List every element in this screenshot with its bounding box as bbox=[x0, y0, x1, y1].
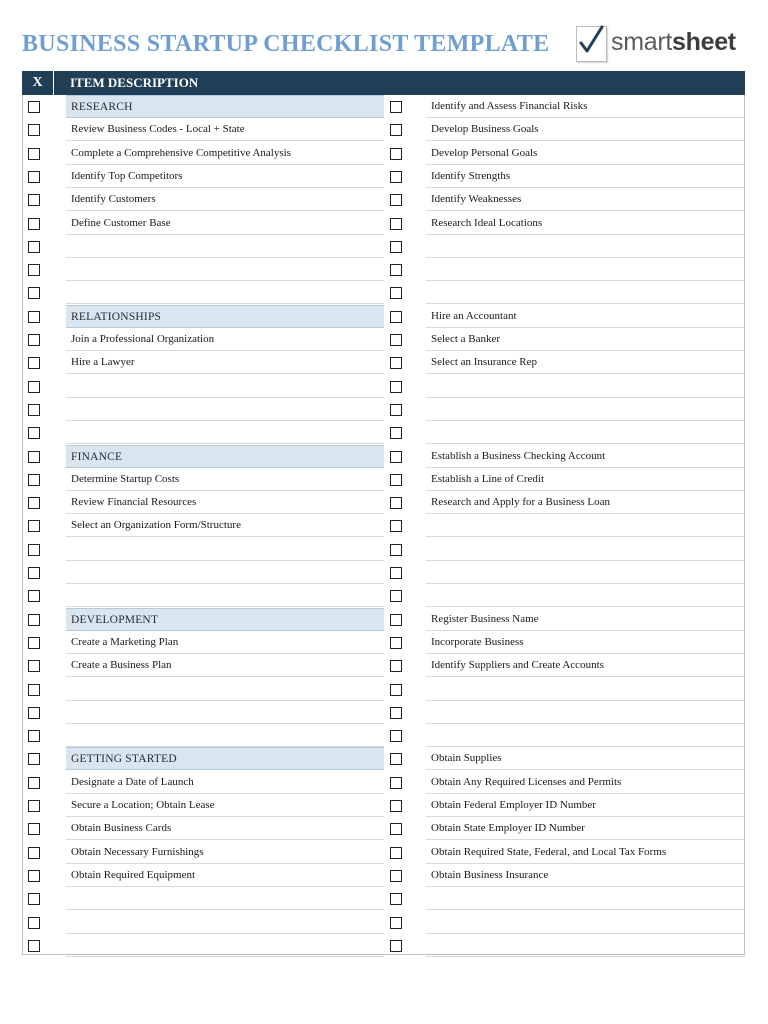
checklist-row bbox=[384, 678, 745, 701]
checkbox[interactable] bbox=[390, 800, 402, 812]
item-description bbox=[66, 281, 384, 304]
section-row bbox=[22, 608, 384, 631]
checkbox[interactable] bbox=[28, 544, 40, 556]
section-row bbox=[22, 305, 384, 328]
checklist-row bbox=[384, 561, 745, 584]
checkbox[interactable] bbox=[28, 357, 40, 369]
checkbox[interactable] bbox=[390, 474, 402, 486]
checklist-row bbox=[384, 398, 745, 421]
checklist-row bbox=[384, 887, 745, 910]
item-description: Register Business Name bbox=[426, 608, 745, 631]
checklist-row bbox=[384, 235, 745, 258]
checklist-row bbox=[22, 654, 384, 677]
checklist-row bbox=[22, 514, 384, 537]
checklist-row bbox=[384, 142, 745, 165]
checkbox[interactable] bbox=[390, 567, 402, 579]
checkbox[interactable] bbox=[28, 777, 40, 789]
item-description: Establish a Business Checking Account bbox=[426, 445, 745, 468]
checkbox[interactable] bbox=[390, 357, 402, 369]
checklist-row bbox=[384, 724, 745, 747]
item-description: Designate a Date of Launch bbox=[66, 771, 384, 794]
checkbox[interactable] bbox=[28, 287, 40, 299]
checkbox[interactable] bbox=[28, 148, 40, 160]
checklist-row bbox=[22, 934, 384, 957]
item-description: Identify Customers bbox=[66, 188, 384, 211]
checkbox[interactable] bbox=[390, 334, 402, 346]
checkbox[interactable] bbox=[390, 684, 402, 696]
checkbox[interactable] bbox=[390, 753, 402, 765]
checkbox[interactable] bbox=[28, 660, 40, 672]
checklist-row bbox=[22, 584, 384, 607]
checklist-row bbox=[384, 631, 745, 654]
checklist-row bbox=[384, 584, 745, 607]
item-description: Hire a Lawyer bbox=[66, 351, 384, 374]
checklist-row bbox=[22, 561, 384, 584]
checklist-row bbox=[384, 654, 745, 677]
item-description: Develop Personal Goals bbox=[426, 142, 745, 165]
checkbox[interactable] bbox=[390, 777, 402, 789]
checklist-row bbox=[384, 421, 745, 444]
checkbox[interactable] bbox=[28, 474, 40, 486]
checklist-row bbox=[384, 445, 745, 468]
checklist-row bbox=[22, 491, 384, 514]
checklist-row bbox=[384, 608, 745, 631]
item-description: Obtain Necessary Furnishings bbox=[66, 841, 384, 864]
section-heading: DEVELOPMENT bbox=[66, 608, 384, 631]
item-description bbox=[426, 258, 745, 281]
checklist-row bbox=[384, 212, 745, 235]
checkbox[interactable] bbox=[28, 171, 40, 183]
item-description bbox=[426, 538, 745, 561]
item-description bbox=[66, 724, 384, 747]
section-row bbox=[22, 445, 384, 468]
checklist-row bbox=[384, 934, 745, 957]
checklist-row bbox=[384, 771, 745, 794]
checklist-row bbox=[384, 351, 745, 374]
item-description bbox=[66, 235, 384, 258]
item-description bbox=[426, 235, 745, 258]
section-row bbox=[22, 747, 384, 770]
item-description bbox=[66, 678, 384, 701]
checkbox[interactable] bbox=[28, 567, 40, 579]
item-description bbox=[66, 421, 384, 444]
checkbox[interactable] bbox=[390, 451, 402, 463]
checklist-row bbox=[22, 398, 384, 421]
checkbox[interactable] bbox=[28, 870, 40, 882]
checkbox[interactable] bbox=[390, 404, 402, 416]
checkbox[interactable] bbox=[390, 497, 402, 509]
item-description bbox=[66, 375, 384, 398]
checkbox[interactable] bbox=[28, 684, 40, 696]
checkbox[interactable] bbox=[390, 148, 402, 160]
item-description: Establish a Line of Credit bbox=[426, 468, 745, 491]
checkbox[interactable] bbox=[390, 660, 402, 672]
item-description bbox=[426, 398, 745, 421]
checklist-row bbox=[22, 118, 384, 141]
checkbox[interactable] bbox=[390, 590, 402, 602]
checkbox[interactable] bbox=[28, 614, 40, 626]
checkbox[interactable] bbox=[28, 847, 40, 859]
section-heading: GETTING STARTED bbox=[66, 747, 384, 770]
checklist-row bbox=[384, 864, 745, 887]
checklist-row bbox=[22, 701, 384, 724]
item-description: Obtain Supplies bbox=[426, 747, 745, 770]
checkbox[interactable] bbox=[28, 404, 40, 416]
checkbox[interactable] bbox=[28, 381, 40, 393]
checklist-row bbox=[384, 165, 745, 188]
item-description bbox=[426, 514, 745, 537]
item-description bbox=[426, 934, 745, 957]
item-description: Obtain Business Insurance bbox=[426, 864, 745, 887]
checkbox[interactable] bbox=[28, 218, 40, 230]
item-description bbox=[66, 911, 384, 934]
checklist-row bbox=[384, 188, 745, 211]
checkbox[interactable] bbox=[28, 940, 40, 952]
checkbox[interactable] bbox=[390, 940, 402, 952]
checklist-row bbox=[384, 794, 745, 817]
checkmark-icon bbox=[576, 26, 607, 62]
checklist-row bbox=[22, 351, 384, 374]
logo-wordmark: smartsheet bbox=[611, 28, 736, 56]
item-description: Obtain Business Cards bbox=[66, 817, 384, 840]
item-description bbox=[66, 258, 384, 281]
page-title: BUSINESS STARTUP CHECKLIST TEMPLATE bbox=[22, 31, 550, 57]
checklist-row bbox=[22, 538, 384, 561]
checkbox[interactable] bbox=[28, 590, 40, 602]
checklist-row bbox=[22, 887, 384, 910]
checkbox[interactable] bbox=[390, 241, 402, 253]
checkbox[interactable] bbox=[390, 427, 402, 439]
checklist-row bbox=[384, 701, 745, 724]
checklist-row bbox=[22, 421, 384, 444]
checklist-row bbox=[22, 631, 384, 654]
item-description: Determine Startup Costs bbox=[66, 468, 384, 491]
checklist-row bbox=[22, 258, 384, 281]
item-description bbox=[426, 724, 745, 747]
checkbox[interactable] bbox=[390, 194, 402, 206]
item-description bbox=[66, 561, 384, 584]
checkbox[interactable] bbox=[28, 753, 40, 765]
checkbox[interactable] bbox=[28, 334, 40, 346]
checkbox[interactable] bbox=[390, 101, 402, 113]
checkbox[interactable] bbox=[28, 427, 40, 439]
checklist-row bbox=[22, 212, 384, 235]
checklist-row bbox=[384, 538, 745, 561]
checklist-row bbox=[384, 841, 745, 864]
item-description: Create a Business Plan bbox=[66, 654, 384, 677]
checklist-row bbox=[22, 468, 384, 491]
item-description: Identify Top Competitors bbox=[66, 165, 384, 188]
table-header bbox=[22, 71, 745, 95]
checkbox[interactable] bbox=[390, 870, 402, 882]
checklist-row bbox=[384, 281, 745, 304]
item-description: Obtain Federal Employer ID Number bbox=[426, 794, 745, 817]
item-description: Select an Organization Form/Structure bbox=[66, 514, 384, 537]
checkbox[interactable] bbox=[28, 264, 40, 276]
checklist-row bbox=[22, 235, 384, 258]
checkbox[interactable] bbox=[28, 730, 40, 742]
checkbox[interactable] bbox=[28, 917, 40, 929]
item-description: Research Ideal Locations bbox=[426, 212, 745, 235]
checklist-row bbox=[384, 95, 745, 118]
item-description bbox=[426, 887, 745, 910]
checkbox[interactable] bbox=[28, 311, 40, 323]
section-heading: RELATIONSHIPS bbox=[66, 305, 384, 328]
checkbox[interactable] bbox=[390, 917, 402, 929]
checklist-row bbox=[22, 188, 384, 211]
checklist-row bbox=[22, 142, 384, 165]
item-description: Secure a Location; Obtain Lease bbox=[66, 794, 384, 817]
checklist-row bbox=[384, 305, 745, 328]
checkbox[interactable] bbox=[28, 800, 40, 812]
item-description: Review Business Codes - Local + State bbox=[66, 118, 384, 141]
item-description bbox=[66, 701, 384, 724]
item-description: Research and Apply for a Business Loan bbox=[426, 491, 745, 514]
item-description bbox=[66, 934, 384, 957]
checkbox[interactable] bbox=[28, 101, 40, 113]
checkbox[interactable] bbox=[28, 124, 40, 136]
checklist-row bbox=[384, 328, 745, 351]
section-heading: RESEARCH bbox=[66, 95, 384, 118]
checkbox[interactable] bbox=[390, 614, 402, 626]
item-description bbox=[426, 375, 745, 398]
item-description: Review Financial Resources bbox=[66, 491, 384, 514]
item-description: Identify Weaknesses bbox=[426, 188, 745, 211]
checklist-row bbox=[22, 817, 384, 840]
checklist-row bbox=[22, 724, 384, 747]
item-description: Join a Professional Organization bbox=[66, 328, 384, 351]
checkbox[interactable] bbox=[390, 707, 402, 719]
checklist-row bbox=[384, 258, 745, 281]
item-description: Identify Strengths bbox=[426, 165, 745, 188]
checklist-row bbox=[384, 468, 745, 491]
checkbox[interactable] bbox=[390, 847, 402, 859]
checkbox[interactable] bbox=[390, 381, 402, 393]
checkbox[interactable] bbox=[390, 637, 402, 649]
item-description bbox=[426, 584, 745, 607]
item-description bbox=[426, 281, 745, 304]
checklist-row bbox=[384, 747, 745, 770]
checklist-row bbox=[384, 514, 745, 537]
checkbox[interactable] bbox=[390, 730, 402, 742]
item-description: Create a Marketing Plan bbox=[66, 631, 384, 654]
checkbox[interactable] bbox=[28, 451, 40, 463]
checkbox[interactable] bbox=[390, 311, 402, 323]
checkbox[interactable] bbox=[390, 893, 402, 905]
item-description: Obtain State Employer ID Number bbox=[426, 817, 745, 840]
item-description: Define Customer Base bbox=[66, 212, 384, 235]
item-description: Complete a Comprehensive Competitive Analysis bbox=[66, 142, 384, 165]
checklist-row bbox=[22, 328, 384, 351]
section-heading: FINANCE bbox=[66, 445, 384, 468]
item-description bbox=[66, 887, 384, 910]
item-description bbox=[426, 421, 745, 444]
checkbox[interactable] bbox=[28, 707, 40, 719]
checklist-row bbox=[22, 841, 384, 864]
item-description: Hire an Accountant bbox=[426, 305, 745, 328]
checklist-row bbox=[384, 118, 745, 141]
item-description bbox=[426, 678, 745, 701]
item-description: Identify Suppliers and Create Accounts bbox=[426, 654, 745, 677]
checkbox[interactable] bbox=[28, 194, 40, 206]
item-description bbox=[426, 911, 745, 934]
checklist-row bbox=[384, 911, 745, 934]
item-description: Obtain Required State, Federal, and Local Tax Forms bbox=[426, 841, 745, 864]
checkbox[interactable] bbox=[390, 823, 402, 835]
checklist-row bbox=[22, 864, 384, 887]
checkbox[interactable] bbox=[390, 520, 402, 532]
checkbox[interactable] bbox=[28, 823, 40, 835]
checkbox[interactable] bbox=[390, 124, 402, 136]
checklist-row bbox=[384, 375, 745, 398]
checklist-row bbox=[384, 491, 745, 514]
checkbox[interactable] bbox=[28, 520, 40, 532]
checkbox[interactable] bbox=[390, 544, 402, 556]
checkbox[interactable] bbox=[390, 287, 402, 299]
item-description: Obtain Required Equipment bbox=[66, 864, 384, 887]
checklist-row bbox=[22, 165, 384, 188]
checklist-row bbox=[22, 375, 384, 398]
item-description: Obtain Any Required Licenses and Permits bbox=[426, 771, 745, 794]
checkbox[interactable] bbox=[390, 264, 402, 276]
item-description: Incorporate Business bbox=[426, 631, 745, 654]
item-description bbox=[66, 398, 384, 421]
item-description: Select an Insurance Rep bbox=[426, 351, 745, 374]
checklist-row bbox=[22, 794, 384, 817]
item-description bbox=[66, 538, 384, 561]
item-description bbox=[426, 561, 745, 584]
header-check-column: X bbox=[22, 71, 54, 95]
item-description bbox=[66, 584, 384, 607]
item-description: Identify and Assess Financial Risks bbox=[426, 95, 745, 118]
checklist-row bbox=[384, 817, 745, 840]
checkbox[interactable] bbox=[28, 637, 40, 649]
smartsheet-logo bbox=[576, 26, 741, 62]
checkbox[interactable] bbox=[28, 497, 40, 509]
checkbox[interactable] bbox=[390, 171, 402, 183]
checkbox[interactable] bbox=[390, 218, 402, 230]
checkbox[interactable] bbox=[28, 893, 40, 905]
section-row bbox=[22, 95, 384, 118]
checklist-row bbox=[22, 771, 384, 794]
checklist-row bbox=[22, 678, 384, 701]
checklist-row bbox=[22, 911, 384, 934]
item-description: Develop Business Goals bbox=[426, 118, 745, 141]
checklist-row bbox=[22, 281, 384, 304]
item-description bbox=[426, 701, 745, 724]
header-item-description: ITEM DESCRIPTION bbox=[70, 75, 199, 90]
item-description: Select a Banker bbox=[426, 328, 745, 351]
checkbox[interactable] bbox=[28, 241, 40, 253]
